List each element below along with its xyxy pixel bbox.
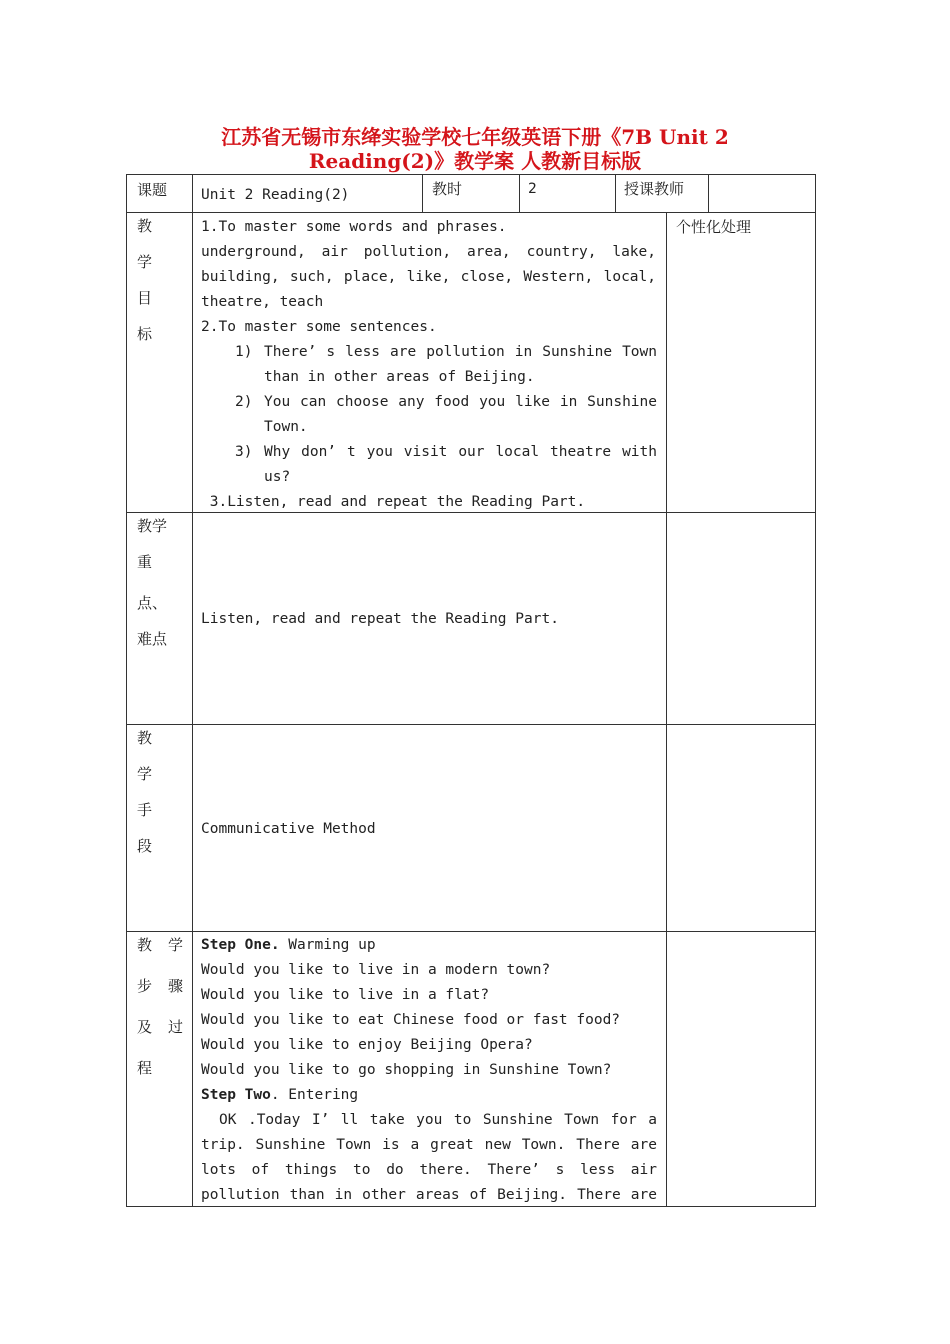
procedure-label-char: 程 — [137, 1059, 153, 1077]
sentence-line: than in other areas of Beijing. — [264, 369, 535, 385]
methods-text: Communicative Method — [201, 821, 376, 837]
goals-label-char: 教 — [137, 217, 153, 235]
sentence-line: Town. — [264, 419, 308, 435]
entering-paragraph-line: lots of things to do there. There’ s less air — [201, 1162, 657, 1178]
warmup-question: Would you like to eat Chinese food or fast food? — [201, 1012, 621, 1028]
goals-content-cell — [192, 212, 667, 513]
methods-label-char: 学 — [137, 765, 153, 783]
warmup-question: Would you like to live in a modern town? — [201, 962, 551, 978]
goals-label-char: 目 — [137, 289, 153, 307]
period-value-cell — [519, 174, 616, 213]
document-title-line-2: Reading(2)》教学案 人教新目标版 — [308, 149, 642, 173]
goals-label-cell — [126, 212, 193, 513]
entering-paragraph-line: OK .Today I’ ll take you to Sunshine Town for a — [219, 1112, 657, 1128]
side-column-cell — [666, 931, 816, 1207]
course-value: Unit 2 Reading(2) — [201, 187, 350, 203]
step-two-heading — [201, 1083, 358, 1108]
key-points-content-cell — [192, 512, 667, 725]
warmup-question: Would you like to enjoy Beijing Opera? — [201, 1037, 533, 1053]
step-one-title: Step One. — [201, 937, 280, 953]
goals-label-char: 学 — [137, 253, 153, 271]
document-title-line-1: 江苏省无锡市东绛实验学校七年级英语下册《7B Unit 2 — [221, 125, 729, 149]
procedure-label-char: 过 — [168, 1018, 184, 1036]
course-label: 课题 — [137, 181, 168, 199]
teacher-label-cell — [615, 174, 709, 213]
side-column-label: 个性化处理 — [676, 218, 752, 236]
period-label-cell — [422, 174, 520, 213]
sentence-line: us? — [264, 469, 291, 485]
key-points-label-part: 重 — [137, 553, 153, 571]
entering-paragraph-line: pollution than in other areas of Beijing. There are — [201, 1187, 657, 1203]
procedure-label-char: 教 — [137, 936, 153, 954]
sentence-number: 2) — [235, 394, 253, 410]
course-label-cell — [126, 174, 193, 213]
goals-words-line: theatre, teach — [201, 294, 324, 310]
procedure-label-char: 步 — [137, 977, 153, 995]
key-points-label-part: 点、 — [137, 594, 168, 612]
goals-words-line: underground, air pollution, area, country, lake, — [201, 244, 656, 260]
period-label: 教时 — [432, 180, 463, 198]
goals-words-line: building, such, place, like, close, Western, local, — [201, 269, 656, 285]
goals-item-3: 3.Listen, read and repeat the Reading Part. — [201, 494, 586, 510]
step-one-heading — [201, 933, 376, 958]
entering-paragraph-line: trip. Sunshine Town is a great new Town. There are — [201, 1137, 657, 1153]
step-one-rest: Warming up — [279, 937, 376, 953]
goals-item-1: 1.To master some words and phrases. — [201, 219, 507, 235]
methods-label-char: 手 — [137, 801, 153, 819]
procedure-label-cell — [126, 931, 193, 1207]
sentence-line: Why don’ t you visit our local theatre with — [264, 444, 657, 460]
key-points-label-part: 难点 — [137, 630, 168, 648]
procedure-label-char: 骤 — [168, 977, 184, 995]
goals-label-char: 标 — [137, 325, 153, 343]
key-points-label-cell — [126, 512, 193, 725]
methods-label-char: 教 — [137, 729, 153, 747]
sentence-number: 3) — [235, 444, 253, 460]
course-value-cell — [192, 174, 423, 213]
procedure-label-char: 及 — [137, 1018, 153, 1036]
methods-label-cell — [126, 724, 193, 932]
side-column-cell — [666, 724, 816, 932]
teacher-value-cell — [708, 174, 816, 213]
side-column-cell — [666, 512, 816, 725]
period-value: 2 — [528, 181, 537, 197]
step-two-title: Step Two — [201, 1087, 271, 1103]
sentence-line: You can choose any food you like in Sunshine — [264, 394, 657, 410]
procedure-content-cell — [192, 931, 667, 1207]
sentence-line: There’ s less are pollution in Sunshine Town — [264, 344, 657, 360]
key-points-label-part: 教学 — [137, 517, 168, 535]
sentence-number: 1) — [235, 344, 253, 360]
key-points-text: Listen, read and repeat the Reading Part. — [201, 611, 559, 627]
methods-content-cell — [192, 724, 667, 932]
warmup-question: Would you like to go shopping in Sunshine Town? — [201, 1062, 612, 1078]
goals-item-2: 2.To master some sentences. — [201, 319, 437, 335]
step-two-rest: . Entering — [270, 1087, 359, 1103]
teacher-label: 授课教师 — [624, 180, 685, 198]
methods-label-char: 段 — [137, 837, 153, 855]
procedure-label-char: 学 — [168, 936, 184, 954]
side-column-cell — [666, 212, 816, 513]
warmup-question: Would you like to live in a flat? — [201, 987, 490, 1003]
